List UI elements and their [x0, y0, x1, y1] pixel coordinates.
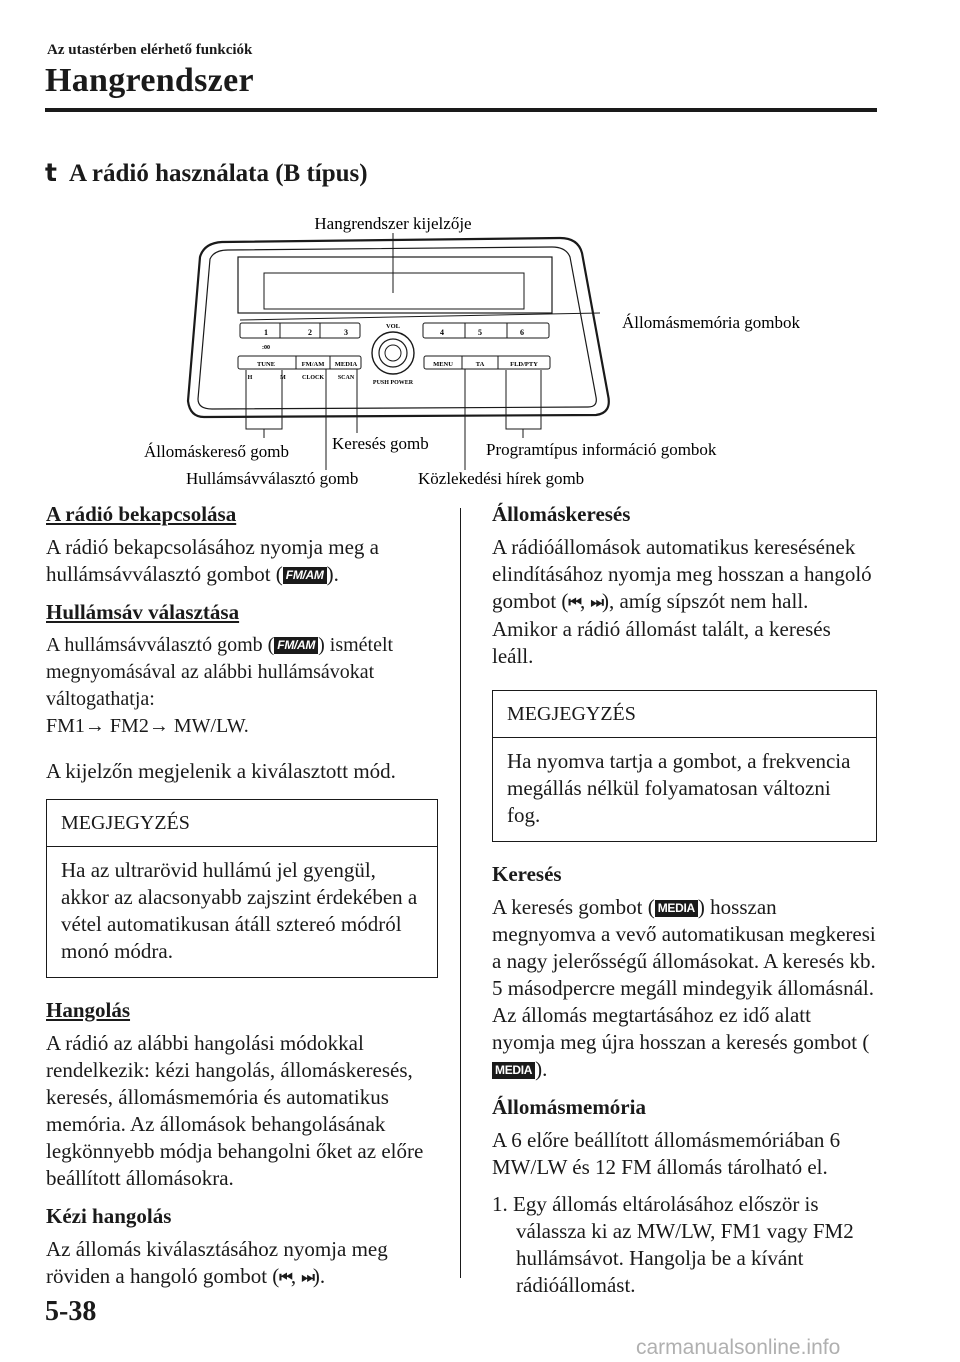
- label-seek-button: Állomáskereső gomb: [144, 442, 289, 461]
- fm-am-key-icon: FM/AM: [283, 567, 327, 584]
- paragraph-radio-on: A rádió bekapcsolásához nyomja meg a hullámsávválasztó gombot ( FM/AM ).: [46, 535, 379, 586]
- label-program-type-buttons: Programtípus információ gombok: [486, 440, 717, 459]
- ta-label: TA: [475, 361, 485, 368]
- section-label: Az utastérben elérhető funkciók: [47, 42, 253, 58]
- media-label: MEDIA: [334, 361, 358, 368]
- note-box-1: [46, 799, 438, 978]
- band-sequence: FM1→ FM2→ MW/LW.: [46, 715, 249, 737]
- list-item: 1. Egy állomás eltárolásához először is válassza ki az MW/LW, FM1 vagy FM2 hullámsávot. Hangolja be a kívánt rádióállomást.: [492, 1192, 854, 1297]
- paragraph-manual-tuning: Az állomás kiválasztásához nyomja meg röviden a hangoló gombot (⏮, ⏭).: [46, 1237, 388, 1288]
- left-column: [46, 500, 438, 1301]
- bullet-icon: t: [45, 158, 57, 187]
- note-body: Ha nyomva tartja a gombot, a frekvencia megállás nélkül folyamatosan változni fog.: [507, 749, 851, 827]
- paragraph-scan: A keresés gombot ( MEDIA ) hosszan megnyomva a vevő automatikusan megkeresi a nagy jelerősségű állomásokat. A keresés kb. 5 másodpercre megáll mindegyik állomásnál. Az állomás megtartásához ez idő alatt nyomja meg újra hosszan a keresés gombot (MEDIA ).: [492, 895, 876, 1081]
- heading-preset-memory: Állomásmemória: [492, 1095, 646, 1119]
- vol-label: VOL: [386, 323, 400, 330]
- m-label: M: [280, 375, 286, 381]
- seek-next-icon: ⏭: [301, 1268, 313, 1286]
- preset-2-label: 2: [308, 328, 312, 337]
- paragraph-preset-memory: A 6 előre beállított állomásmemóriában 6 MW/LW és 12 FM állomás tárolható el.: [492, 1128, 841, 1179]
- page-number: 5-38: [45, 1296, 97, 1327]
- seek-prev-icon: ⏮: [279, 1268, 291, 1286]
- label-preset-buttons: Állomásmemória gombok: [622, 313, 801, 332]
- header-rule: [45, 108, 877, 112]
- preset-1-label: 1: [264, 328, 268, 337]
- section-heading-text: A rádió használata (B típus): [68, 160, 368, 187]
- note-header: MEGJEGYZÉS: [47, 800, 437, 847]
- menu-label: MENU: [433, 361, 453, 368]
- heading-tuning: Hangolás: [46, 998, 131, 1022]
- preset-4-label: 4: [440, 328, 444, 337]
- section-heading: [45, 158, 368, 188]
- heading-manual-tuning: Kézi hangolás: [46, 1204, 172, 1228]
- fm-am-label: FM/AM: [301, 361, 325, 368]
- paragraph-band-select: A hullámsávválasztó gomb ( FM/AM ) ismételt megnyomásával az alábbi hullámsávokat váltogathatja: FM1→ FM2→ MW/LW.: [46, 634, 394, 737]
- label-traffic-button: Közlekedési hírek gomb: [418, 469, 585, 488]
- fld-pty-label: FLD/PTY: [510, 361, 538, 368]
- scan-label: SCAN: [337, 375, 355, 381]
- note-box-2: [492, 690, 877, 842]
- right-column: [492, 500, 877, 1299]
- media-key-icon: MEDIA: [492, 1062, 535, 1079]
- tune-label: TUNE: [256, 361, 276, 368]
- seek-prev-icon: ⏮: [568, 593, 580, 611]
- preset-6-label: 6: [520, 328, 524, 337]
- label-scan-button: Keresés gomb: [332, 434, 429, 453]
- label-display: Hangrendszer kijelzője: [314, 214, 472, 233]
- preset-3-label: 3: [344, 328, 348, 337]
- heading-band-select: Hullámsáv választása: [46, 600, 240, 624]
- label-band-button: Hullámsávválasztó gomb: [186, 469, 359, 488]
- media-key-icon: MEDIA: [655, 900, 698, 917]
- note-header: MEGJEGYZÉS: [493, 691, 876, 738]
- colon00-label: :00: [262, 345, 270, 351]
- radio-diagram: [0, 195, 960, 495]
- heading-radio-on: A rádió bekapcsolása: [46, 502, 237, 526]
- paragraph-tuning: A rádió az alábbi hangolási módokkal rendelkezik: kézi hangolás, állomáskeresés, keresés, állomásmemória és automatikus memória. Az állomások behangolásának legkönnyebb módja behangolni őket az előre beállított állomásokra.: [46, 1031, 424, 1190]
- seek-next-icon: ⏭: [590, 593, 602, 611]
- page-title: Hangrendszer: [45, 62, 254, 99]
- watermark: carmanualsonline.info: [636, 1336, 841, 1359]
- push-power-label: PUSH POWER: [372, 380, 414, 386]
- heading-seek: Állomáskeresés: [492, 502, 631, 526]
- heading-scan: Keresés: [492, 862, 562, 886]
- column-divider: [460, 508, 461, 1278]
- note-body: Ha az ultrarövid hullámú jel gyengül, akkor az alacsonyabb zajszint érdekében a vétel automatikusan átáll sztereó módról monó módra.: [61, 858, 418, 963]
- clock-label: CLOCK: [301, 375, 325, 381]
- h-label: H: [247, 375, 253, 381]
- paragraph-seek: A rádióállomások automatikus keresésének elindításához nyomja meg hosszan a hangoló gombot (⏮, ⏭), amíg sípszót nem hall. Amikor a rádió állomást talált, a keresés leáll.: [492, 535, 872, 668]
- paragraph-band-display: A kijelzőn megjelenik a kiválasztott mód.: [46, 759, 396, 783]
- fm-am-key-icon: FM/AM: [274, 637, 318, 654]
- preset-5-label: 5: [478, 328, 482, 337]
